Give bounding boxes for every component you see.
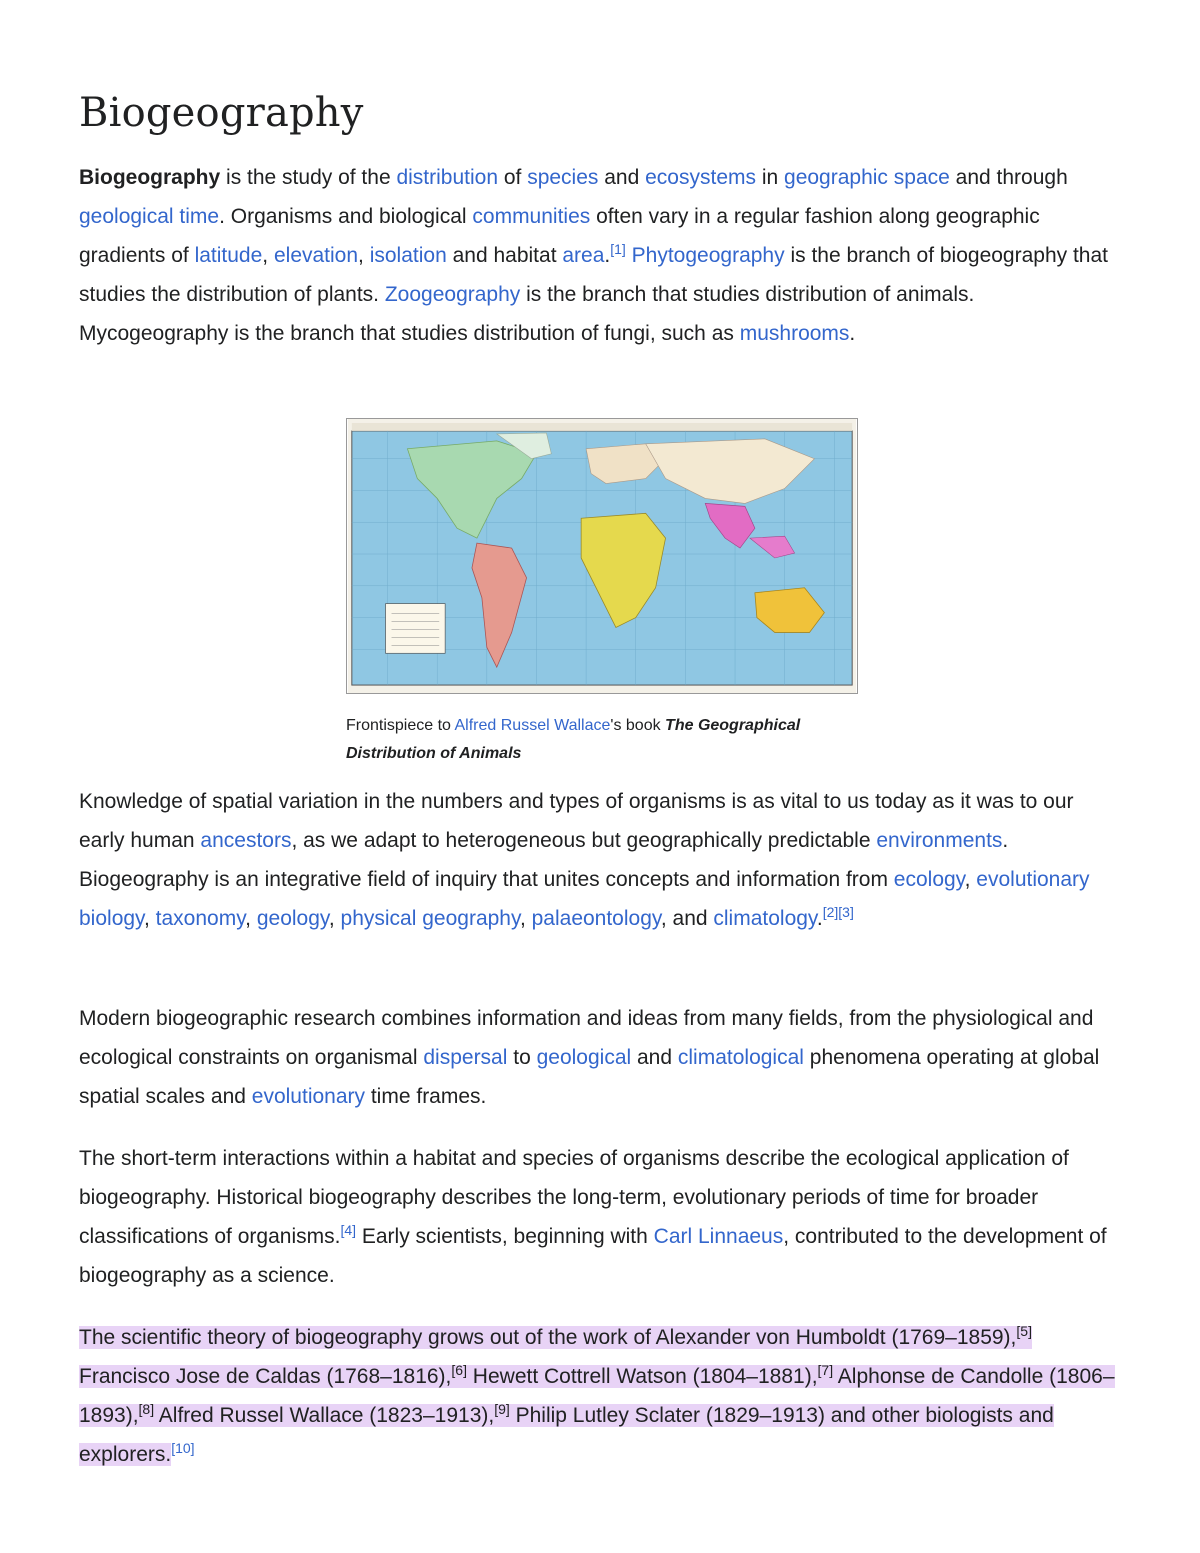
- link-elevation[interactable]: elevation: [273, 244, 359, 267]
- link-geological[interactable]: geological: [536, 1046, 632, 1069]
- link-phytogeography[interactable]: Phytogeography: [631, 244, 785, 267]
- link-mushrooms[interactable]: mushrooms: [739, 322, 850, 345]
- intro-bold-term: Biogeography: [79, 166, 221, 189]
- link-geological-time[interactable]: geological time: [79, 205, 220, 228]
- paragraph-short-term: The short-term interactions within a habitat and species of organisms describe the ecological application of biogeography. Historical biogeography describes the long-term, evolutionary periods of time for broader classifications of organisms.[4] Early scientists, beginning with Carl Linnaeus, contributed to the development of biogeography as a science.: [79, 1147, 1107, 1287]
- link-latitude[interactable]: latitude: [194, 244, 263, 267]
- page-title: Biogeography: [79, 90, 364, 136]
- link-ancestors[interactable]: ancestors: [200, 829, 292, 852]
- paragraph-modern-research: Modern biogeographic research combines information and ideas from many fields, from the physiological and ecological constraints on organismal dispersal to geological and climatological phenomena operating at global spatial scales and evolutionary time frames.: [79, 1007, 1100, 1108]
- link-communities[interactable]: communities: [472, 205, 591, 228]
- paragraph-scientific-theory: [79, 1318, 1119, 1474]
- link-physical-geography[interactable]: physical geography: [340, 907, 520, 930]
- citation-9[interactable]: [9]: [494, 1401, 510, 1417]
- link-geology[interactable]: geology: [256, 907, 329, 930]
- link-alfred-russel-wallace[interactable]: Alfred Russel Wallace: [454, 717, 611, 734]
- link-evolutionary[interactable]: evolutionary: [251, 1085, 366, 1108]
- book-title: The Geographical Distribution of Animals: [346, 717, 801, 762]
- link-dispersal[interactable]: dispersal: [423, 1046, 508, 1069]
- citation-5[interactable]: [5]: [1016, 1323, 1032, 1339]
- link-area[interactable]: area: [562, 244, 605, 267]
- link-environments[interactable]: environments: [876, 829, 1003, 852]
- link-palaeontology[interactable]: palaeontology: [531, 907, 661, 930]
- citation-2[interactable]: [2]: [822, 904, 839, 920]
- link-species[interactable]: species: [527, 166, 599, 189]
- citation-1[interactable]: [1]: [610, 241, 626, 257]
- highlighted-text: The scientific theory of biogeography grows out of the work of Alexander von Humboldt (1769–1859),[5] Francisco Jose de Caldas (1768–1816),[6] Hewett Cottrell Watson (1804–1881),[7] Alphonse de Candolle (1806–1893),[8] Alfred Russel Wallace (1823–1913),[9] Philip Lutley Sclater (1829–1913) and other biologists and explorers.: [79, 1323, 1115, 1466]
- link-ecosystems[interactable]: ecosystems: [645, 166, 756, 189]
- link-evolutionary-biology[interactable]: evolutionary biology: [79, 868, 1090, 930]
- citation-8[interactable]: [8]: [138, 1401, 155, 1417]
- citation-3[interactable]: [3]: [838, 904, 854, 920]
- link-carl-linnaeus[interactable]: Carl Linnaeus: [653, 1225, 784, 1248]
- link-zoogeography[interactable]: Zoogeography: [384, 283, 521, 306]
- figure: [346, 418, 858, 768]
- citation-6[interactable]: [6]: [451, 1362, 467, 1378]
- link-climatology[interactable]: climatology: [713, 907, 817, 930]
- citation-4[interactable]: [4]: [340, 1222, 357, 1238]
- link-ecology[interactable]: ecology: [893, 868, 965, 891]
- world-map-image[interactable]: [346, 418, 858, 694]
- link-isolation[interactable]: isolation: [369, 244, 447, 267]
- intro-paragraph: Biogeography is the study of the distribution of species and ecosystems in geographic space and through geological time. Organisms and biological communities often vary in a regular fashion along geographic gradients of latitude, elevation, isolation and habitat area.[1] Phytogeography is the branch of biogeography that studies the distribution of plants. Zoogeography is the branch that studies distribution of animals. Mycogeography is the branch that studies distribution of fungi, such as mushrooms.: [79, 166, 1108, 345]
- citation-7[interactable]: [7]: [817, 1362, 834, 1378]
- link-geographic-space[interactable]: geographic space: [784, 166, 950, 189]
- link-distribution[interactable]: distribution: [396, 166, 499, 189]
- citation-10[interactable]: [10]: [171, 1440, 195, 1456]
- link-climatological[interactable]: climatological: [677, 1046, 804, 1069]
- paragraph-knowledge: Knowledge of spatial variation in the numbers and types of organisms is as vital to us today as it was to our early human ancestors, as we adapt to heterogeneous but geographically predictable environments. Biogeography is an integrative field of inquiry that unites concepts and information from ecology, evolutionary biology, taxonomy, geology, physical geography, palaeontology, and climatology.[2][3]: [79, 790, 1090, 930]
- link-taxonomy[interactable]: taxonomy: [155, 907, 246, 930]
- figure-caption: Frontispiece to Alfred Russel Wallace's book The Geographical Distribution of Animals: [346, 717, 801, 762]
